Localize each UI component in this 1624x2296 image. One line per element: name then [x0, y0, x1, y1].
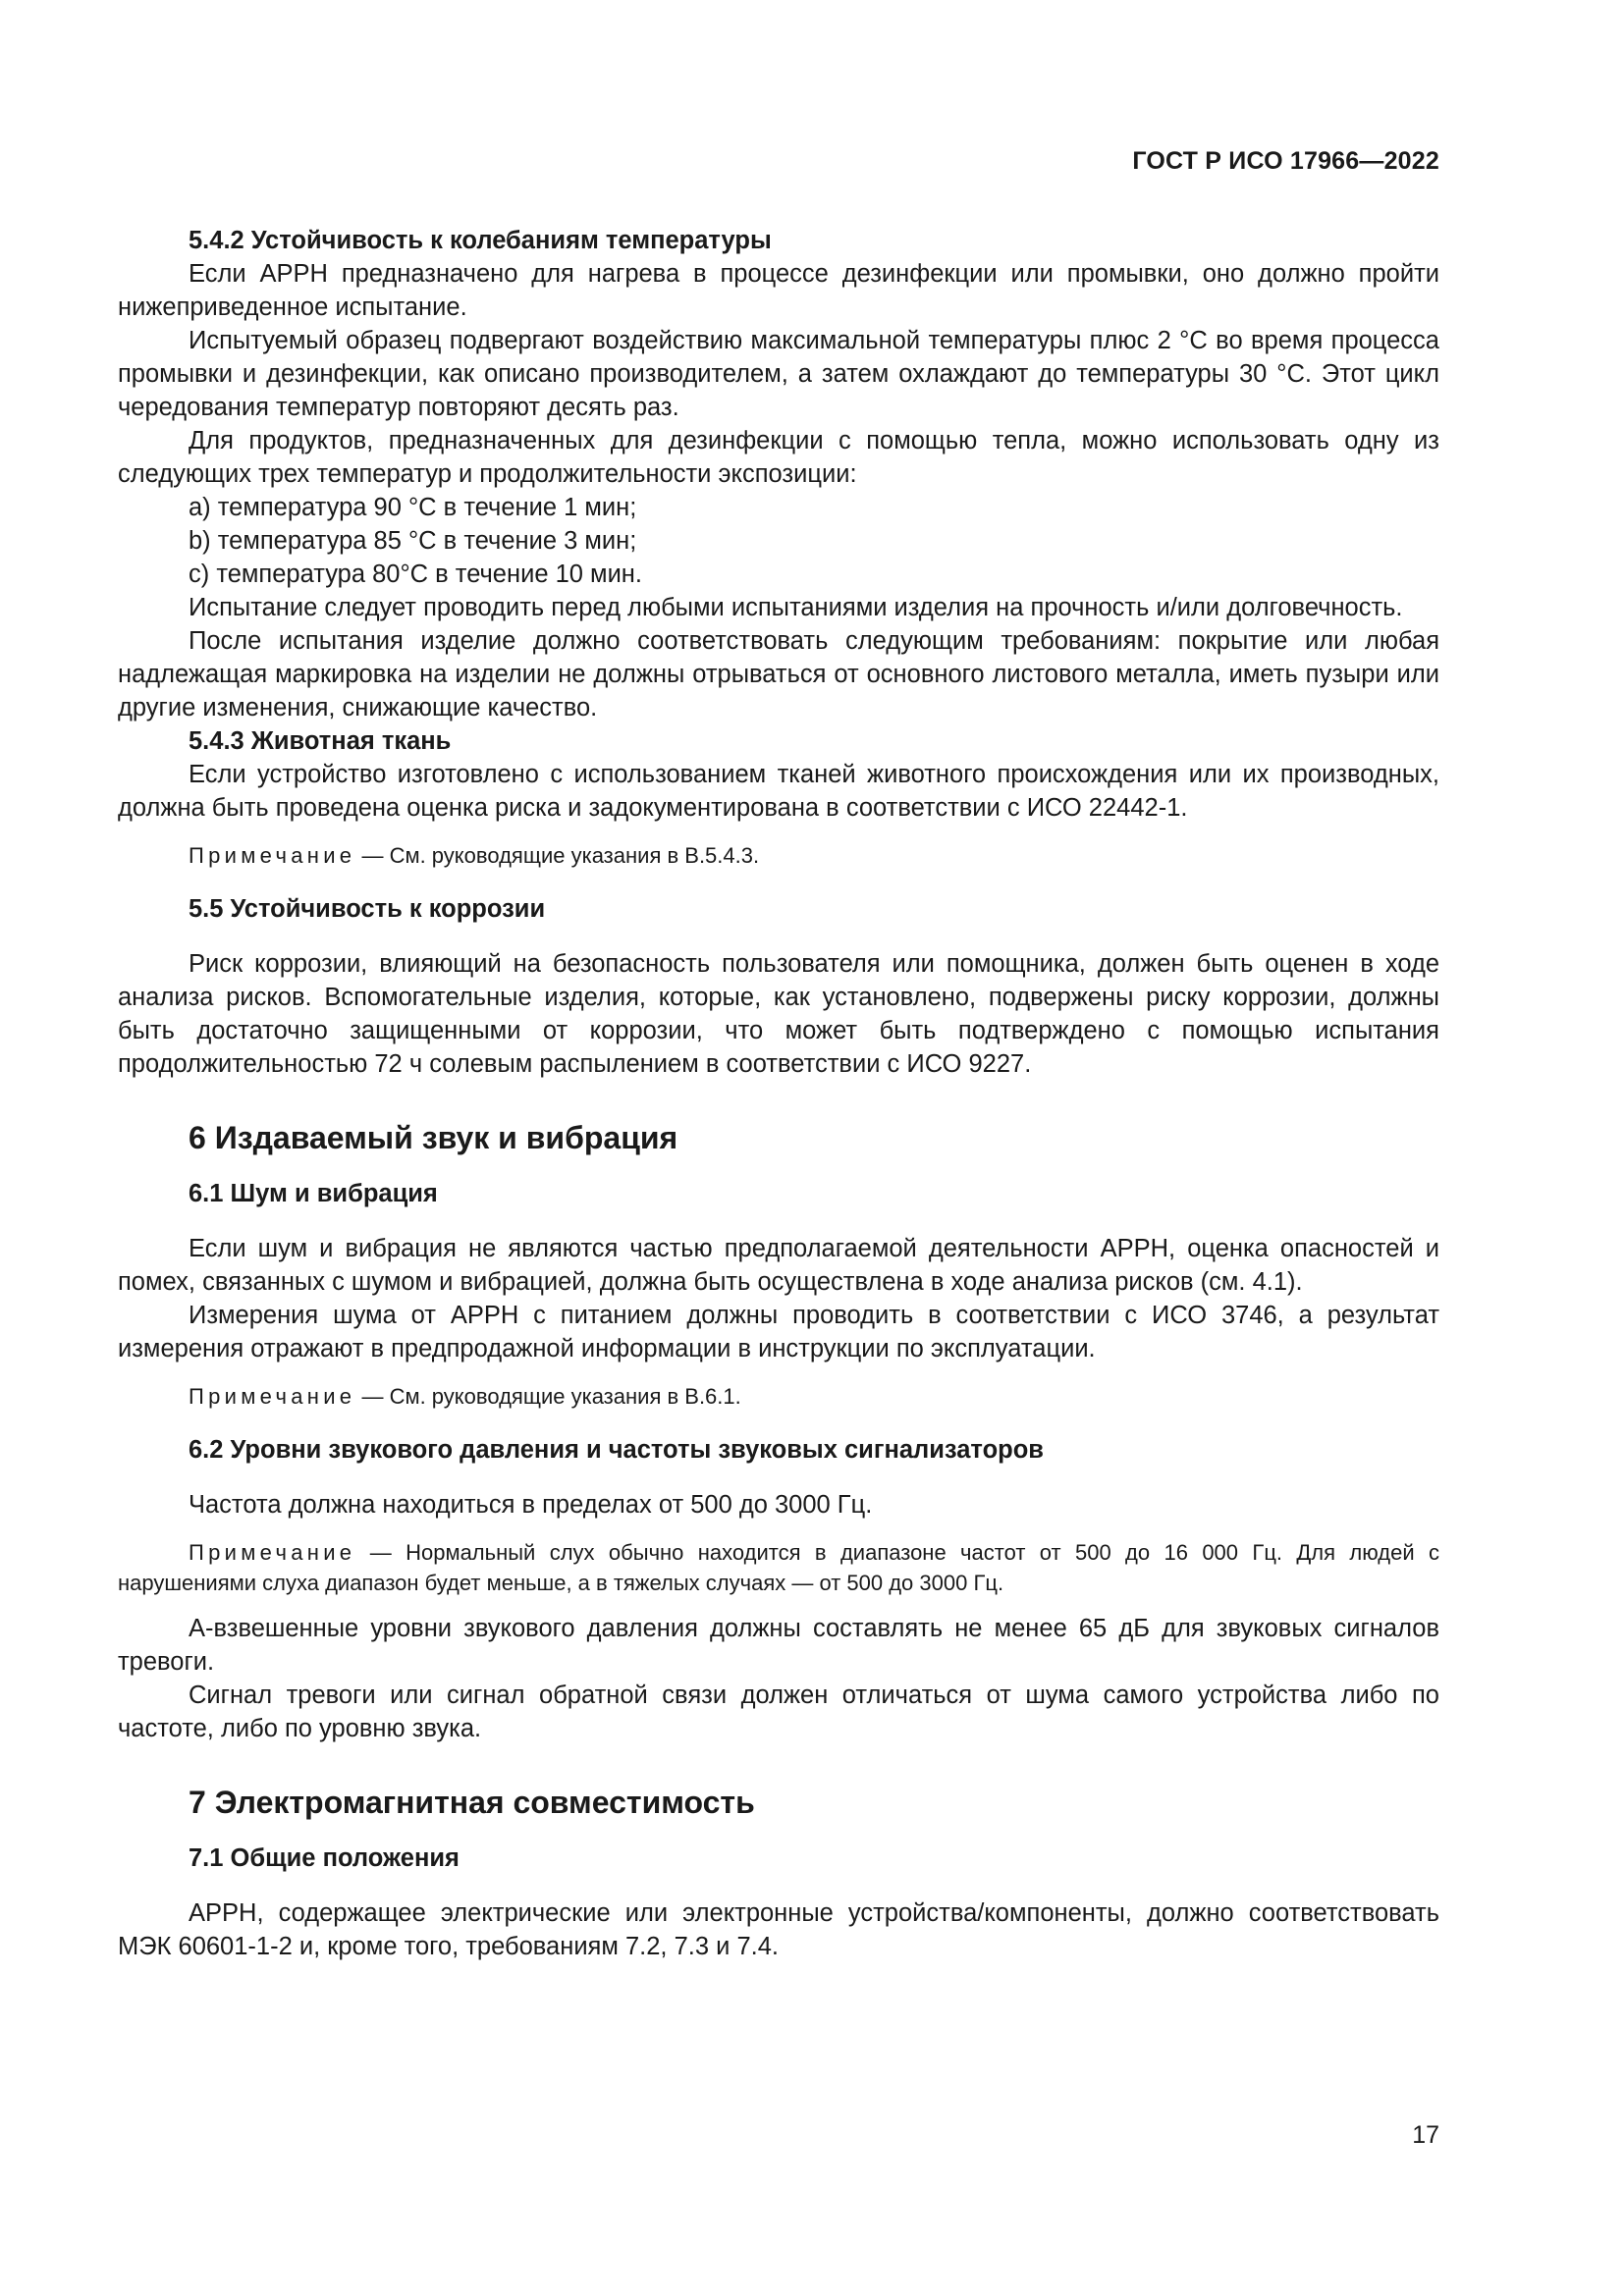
paragraph: Испытуемый образец подвергают воздействию максимальной температуры плюс 2 °С во время процесса промывки и дезинфекции, как описано производителем, а затем охлаждают до температуры 30 °С. Этот цикл чередования температур повторяют десять раз.: [118, 327, 1439, 421]
note-text: — Нормальный слух обычно находится в диапазоне частот от 500 до 16 000 Гц. Для людей с нарушениями слуха диапазон будет меньше, а в тяжелых случаях — от 500 до 3000 Гц.: [118, 1540, 1439, 1595]
paragraph: После испытания изделие должно соответствовать следующим требованиям: покрытие или любая надлежащая маркировка на изделии не должны отрываться от основного листового металла, иметь пузыри или другие изменения, снижающие качество.: [118, 627, 1439, 721]
note-label: Примечание: [189, 843, 356, 868]
paragraph: Частота должна находиться в пределах от 500 до 3000 Гц.: [189, 1491, 873, 1519]
subsection-6-2-title: 6.2 Уровни звукового давления и частоты звуковых сигнализаторов: [189, 1436, 1044, 1464]
note-text: — См. руководящие указания в В.6.1.: [355, 1384, 741, 1409]
paragraph: Риск коррозии, влияющий на безопасность пользователя или помощника, должен быть оценен в ходе анализа рисков. Вспомогательные изделия, которые, как установлено, подвержены риску коррозии, должны быть достаточно защищенными от коррозии, что может быть подтверждено с помощью испытания продолжительностью 72 ч солевым распылением в соответствии с ИСО 9227.: [118, 950, 1439, 1078]
paragraph: АРРН, содержащее электрические или электронные устройства/компоненты, должно соответствовать МЭК 60601-1-2 и, кроме того, требованиям 7.2, 7.3 и 7.4.: [118, 1899, 1439, 1960]
section-7-title: 7 Электромагнитная совместимость: [189, 1785, 755, 1820]
section-6-title: 6 Издаваемый звук и вибрация: [189, 1120, 678, 1155]
note: [118, 840, 1439, 871]
list-item: a) температура 90 °С в течение 1 мин;: [189, 494, 637, 521]
subsection-5-4-2-title: 5.4.2 Устойчивость к колебаниям температуры: [189, 227, 772, 254]
subsection-5-5-title: 5.5 Устойчивость к коррозии: [189, 895, 546, 923]
paragraph: Если шум и вибрация не являются частью предполагаемой деятельности АРРН, оценка опасностей и помех, связанных с шумом и вибрацией, должна быть осуществлена в ходе анализа рисков (см. 4.1).: [118, 1235, 1439, 1296]
paragraph: Если АРРН предназначено для нагрева в процессе дезинфекции или промывки, оно должно пройти нижеприведенное испытание.: [118, 260, 1439, 321]
paragraph: Если устройство изготовлено с использованием тканей животного происхождения или их производных, должна быть проведена оценка риска и задокументирована в соответствии с ИСО 22442-1.: [118, 761, 1439, 822]
paragraph: А-взвешенные уровни звукового давления должны составлять не менее 65 дБ для звуковых сигналов тревоги.: [118, 1615, 1439, 1676]
note-label: Примечание: [189, 1384, 356, 1409]
page-content: [118, 224, 1439, 1963]
paragraph: Измерения шума от АРРН с питанием должны проводить в соответствии с ИСО 3746, а результат измерения отражают в предпродажной информации в инструкции по эксплуатации.: [118, 1302, 1439, 1362]
paragraph: Для продуктов, предназначенных для дезинфекции с помощью тепла, можно использовать одну из следующих трех температур и продолжительности экспозиции:: [118, 427, 1439, 488]
page-number: 17: [1412, 2121, 1439, 2149]
subsection-6-1-title: 6.1 Шум и вибрация: [189, 1180, 438, 1207]
note-text: — См. руководящие указания в В.5.4.3.: [355, 843, 760, 868]
subsection-5-4-3-title: 5.4.3 Животная ткань: [189, 727, 452, 755]
paragraph: Сигнал тревоги или сигнал обратной связи должен отличаться от шума самого устройства либо по частоте, либо по уровню звука.: [118, 1682, 1439, 1742]
note-label: Примечание: [189, 1540, 356, 1565]
note: [118, 1381, 1439, 1412]
list-item: c) температура 80°С в течение 10 мин.: [189, 561, 642, 588]
subsection-7-1-title: 7.1 Общие положения: [189, 1844, 460, 1872]
note: [118, 1537, 1439, 1598]
paragraph: Испытание следует проводить перед любыми испытаниями изделия на прочность и/или долговечность.: [189, 594, 1403, 621]
list-item: b) температура 85 °С в течение 3 мин;: [189, 527, 637, 555]
standard-header: ГОСТ Р ИСО 17966—2022: [1132, 147, 1439, 175]
